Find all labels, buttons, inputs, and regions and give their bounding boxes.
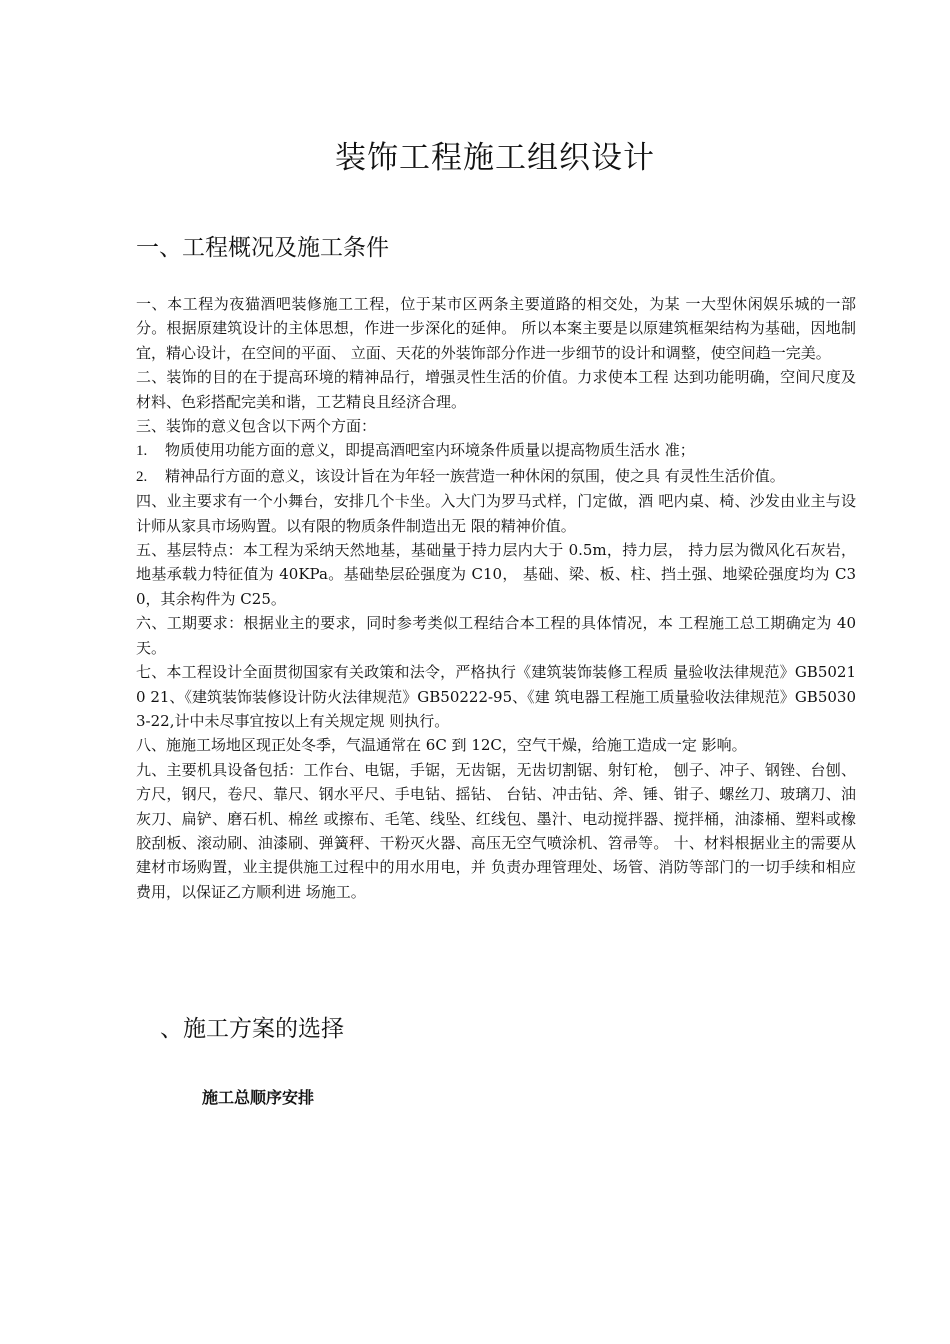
list-item bbox=[136, 464, 856, 489]
paragraph-text: 物质使用功能方面的意义，即提高酒吧室内环境条件质量以提高物质生活水 准； bbox=[165, 441, 695, 460]
section-heading-plan: 、施工方案的选择 bbox=[160, 1016, 344, 1042]
paragraph bbox=[136, 758, 856, 904]
paragraph bbox=[136, 489, 856, 538]
paragraph bbox=[136, 611, 856, 660]
paragraph bbox=[136, 538, 856, 611]
paragraph bbox=[136, 414, 856, 438]
list-number: 2. bbox=[136, 468, 148, 485]
paragraph-text: 七、本工程设计全面贯彻国家有关政策和法令，严格执行《建筑装饰装修工程质 量验收法律规范》GB50210 21、《建筑装饰装修设计防火法律规范》GB50222-95、《建 筑电器工程施工质量验收法律规范》GB50303-22,计中未尽事宜按以上有关规定规 则执行。 bbox=[136, 663, 856, 730]
paragraph-text: 八、施施工场地区现正处冬季，气温通常在 6C 到 12C，空气干燥，给施工造成一定 影响。 bbox=[136, 736, 747, 755]
paragraph bbox=[136, 365, 856, 414]
paragraph bbox=[136, 660, 856, 733]
section-body-overview bbox=[136, 292, 856, 904]
subsection-heading-sequence: 施工总顺序安排 bbox=[202, 1088, 315, 1107]
list-item bbox=[136, 438, 856, 463]
paragraph-text: 九、主要机具设备包括：工作台、电锯，手锯，无齿锯，无齿切割锯、射钉枪， 刨子、冲子、钢锉、台刨、方尺，钢尺，卷尺、靠尺、钢水平尺、手电钻、摇钻、 台钻、冲击钻、斧、锤、钳子、螺丝刀、玻璃刀、油灰刀、扁铲、磨石机、棉丝 或擦布、毛笔、线坠、红线包、墨汁、电动搅拌器、搅拌桶，油漆桶、塑料或橡 胶刮板、滚动刷、油漆刷、弹簧秤、干粉灭火器、高压无空气喷涂机、笤帚等。 十、材料根据业主的需要从建材市场购置，业主提供施工过程中的用水用电，并 负责办理管理处、场管、消防等部门的一切手续和相应费用，以保证乙方顺利进 场施工。 bbox=[136, 760, 856, 901]
paragraph bbox=[136, 292, 856, 365]
paragraph-text: 六、工期要求：根据业主的要求，同时参考类似工程结合本工程的具体情况，本 工程施工总工期确定为 40 天。 bbox=[136, 614, 856, 657]
paragraph-text: 三、装饰的意义包含以下两个方面： bbox=[136, 417, 377, 436]
paragraph-text: 一、本工程为夜猫酒吧装修施工工程，位于某市区两条主要道路的相交处，为某 一大型休闲娱乐城的一部分。根据原建筑设计的主体思想，作进一步深化的延伸。 所以本案主要是以原建筑框架结构为基础，因地制宜，精心设计，在空间的平面、 立面、天花的外装饰部分作进一步细节的设计和调整，使空间趋一完美。 bbox=[136, 295, 856, 362]
paragraph-text: 五、基层特点：本工程为采纳天然地基，基础量于持力层内大于 0.5m，持力层， 持力层为微风化石灰岩，地基承载力特征值为 40KPa。基础垫层砼强度为 C10， 基础、梁、板、柱、挡土强、地梁砼强度均为 C30，其余构件为 C25。 bbox=[136, 541, 856, 608]
paragraph-text: 精神品行方面的意义，该设计旨在为年轻一族营造一种休闲的氛围，使之具 有灵性生活价值。 bbox=[165, 466, 785, 485]
paragraph bbox=[136, 733, 856, 757]
list-number: 1. bbox=[136, 443, 148, 460]
document-title: 装饰工程施工组织设计 bbox=[335, 140, 655, 176]
paragraph-text: 四、业主要求有一个小舞台，安排几个卡坐。入大门为罗马式样，门定做，酒 吧内桌、椅、沙发由业主与设计师从家具市场购置。以有限的物质条件制造出无 限的精神价值。 bbox=[136, 492, 856, 535]
section-heading-overview: 一、工程概况及施工条件 bbox=[136, 235, 389, 261]
paragraph-text: 二、装饰的目的在于提高环境的精神品行，增强灵性生活的价值。力求使本工程 达到功能明确，空间尺度及材料、色彩搭配完美和谐，工艺精良且经济合理。 bbox=[136, 368, 856, 411]
